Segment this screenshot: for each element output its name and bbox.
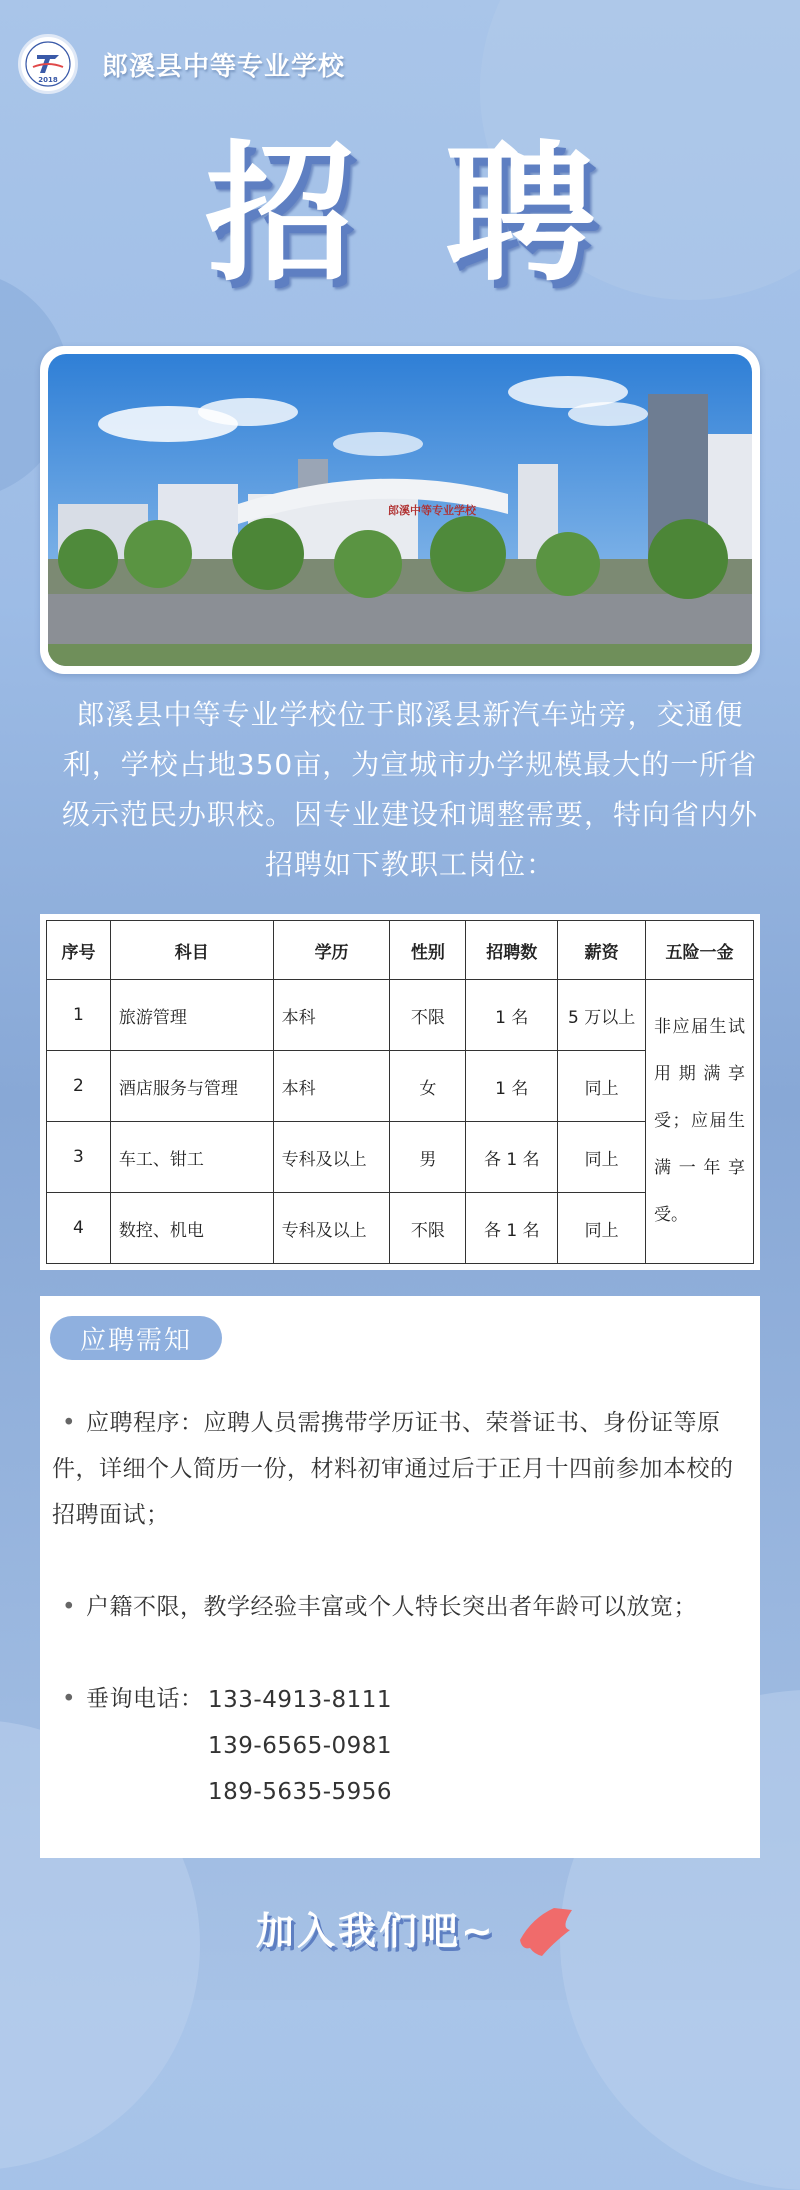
notice-item-procedure xyxy=(52,1400,752,1538)
cell-welfare: 非应届生试用期满享受；应届生满一年享受。 xyxy=(646,980,754,1264)
cell-subject: 旅游管理 xyxy=(110,980,273,1051)
brush-stroke-icon xyxy=(512,1900,578,1962)
phone-label: 垂询电话： xyxy=(86,1686,204,1712)
cell-gender: 女 xyxy=(390,1051,466,1122)
school-logo xyxy=(18,34,78,94)
cell-count: 1 名 xyxy=(466,1051,558,1122)
cell-no: 3 xyxy=(47,1122,111,1193)
cell-gender: 男 xyxy=(390,1122,466,1193)
header-subject: 科目 xyxy=(110,921,273,980)
header-welfare: 五险一金 xyxy=(646,921,754,980)
cell-no: 2 xyxy=(47,1051,111,1122)
cell-education: 专科及以上 xyxy=(273,1193,390,1264)
cell-no: 4 xyxy=(47,1193,111,1264)
cell-salary: 5 万以上 xyxy=(558,980,646,1051)
header-salary: 薪资 xyxy=(558,921,646,980)
cell-subject: 酒店服务与管理 xyxy=(110,1051,273,1122)
phone-number: 139-6565-0981 xyxy=(208,1733,393,1759)
bullet-icon: • xyxy=(61,1594,77,1620)
header-count: 招聘数 xyxy=(466,921,558,980)
cell-no: 1 xyxy=(47,980,111,1051)
phone-number: 133-4913-8111 xyxy=(208,1687,393,1713)
phone-number: 189-5635-5956 xyxy=(208,1779,393,1805)
header-gender: 性别 xyxy=(390,921,466,980)
school-introduction: 郎溪县中等专业学校位于郎溪县新汽车站旁，交通便利，学校占地350亩，为宣城市办学规模最大的一所省级示范民办职校。因专业建设和调整需要，特向省内外招聘如下教职工岗位： xyxy=(61,698,758,881)
table-row xyxy=(47,980,754,1051)
notice-item-text: 应聘程序：应聘人员需携带学历证书、荣誉证书、身份证等原件，详细个人简历一份，材料初审通过后于正月十四前参加本校的招聘面试； xyxy=(52,1410,734,1528)
bullet-icon: • xyxy=(61,1686,77,1712)
page-title: 招聘 xyxy=(204,128,685,302)
school-emblem-icon xyxy=(23,39,73,89)
cell-count: 各 1 名 xyxy=(466,1193,558,1264)
notice-item-residency xyxy=(52,1584,752,1630)
svg-text:2018: 2018 xyxy=(38,76,58,84)
campus-photo-frame xyxy=(40,346,760,674)
school-name: 郎溪县中等专业学校 xyxy=(102,51,346,82)
cell-subject: 数控、机电 xyxy=(110,1193,273,1264)
cell-education: 本科 xyxy=(273,980,390,1051)
cell-salary: 同上 xyxy=(558,1051,646,1122)
notice-item-text: 户籍不限，教学经验丰富或个人特长突出者年龄可以放宽； xyxy=(86,1594,697,1620)
cell-subject: 车工、钳工 xyxy=(110,1122,273,1193)
header-no: 序号 xyxy=(47,921,111,980)
cell-education: 专科及以上 xyxy=(273,1122,390,1193)
cell-education: 本科 xyxy=(273,1051,390,1122)
table-header-row xyxy=(47,921,754,980)
cell-gender: 不限 xyxy=(390,980,466,1051)
notice-title: 应聘需知 xyxy=(50,1316,222,1360)
header-education: 学历 xyxy=(273,921,390,980)
cell-count: 1 名 xyxy=(466,980,558,1051)
job-table xyxy=(46,920,754,1264)
campus-photo xyxy=(48,354,752,666)
footer-slogan: 加入我们吧~ xyxy=(256,1909,496,1953)
bullet-icon: • xyxy=(61,1410,77,1436)
cell-salary: 同上 xyxy=(558,1193,646,1264)
header xyxy=(18,32,345,96)
cell-count: 各 1 名 xyxy=(466,1122,558,1193)
notice-item-phone xyxy=(52,1676,752,1722)
cell-salary: 同上 xyxy=(558,1122,646,1193)
application-notice-card xyxy=(40,1296,760,1858)
job-table-container xyxy=(40,914,760,1270)
gate-sign: 郎溪中等专业学校 xyxy=(388,504,476,517)
cell-gender: 不限 xyxy=(390,1193,466,1264)
